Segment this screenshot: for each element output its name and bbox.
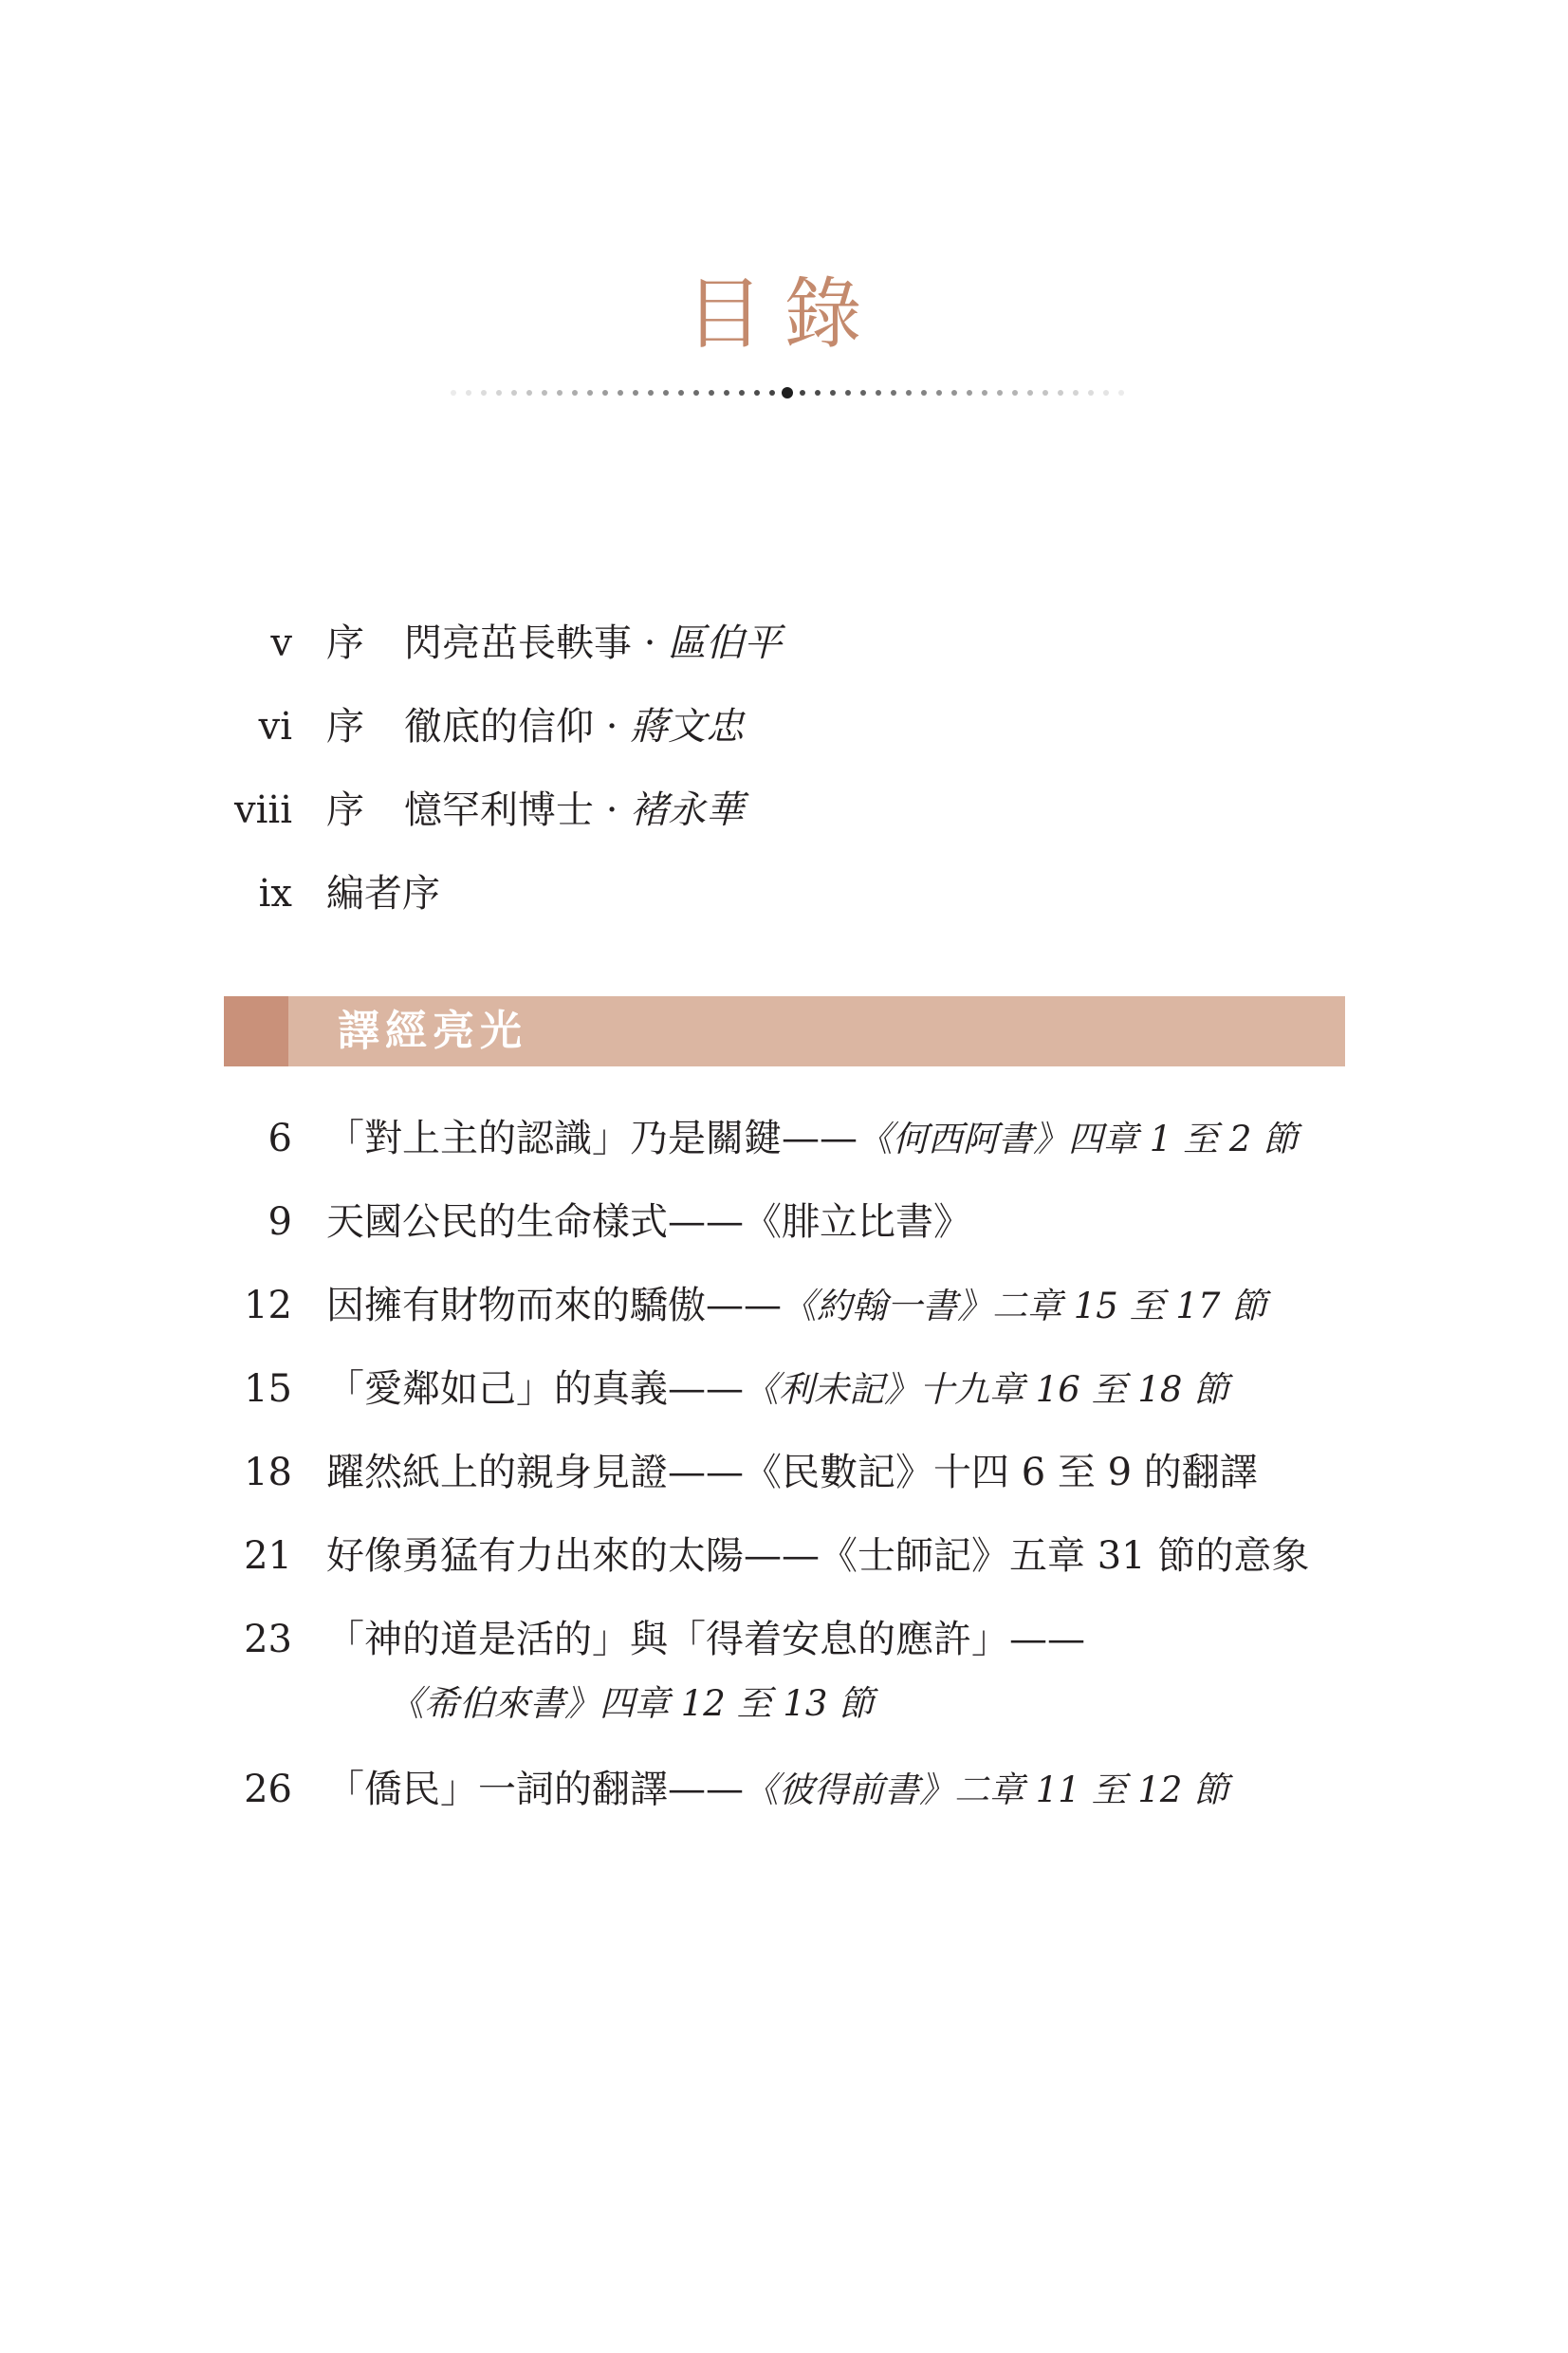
divider-dot [466,390,471,396]
entry-author: 蔣文忠 [630,705,745,749]
entry-title: 因擁有財物而來的驕傲—— [326,1284,782,1327]
entry-author: 褚永華 [630,788,745,832]
divider-dot [815,390,821,396]
divider-dot [1118,390,1124,396]
divider-dot [526,390,532,396]
page-number: 26 [244,1768,292,1811]
divider-dot [1012,390,1018,396]
divider-dot [967,390,972,396]
divider-dot [876,390,881,396]
divider-dot [602,390,608,396]
page-number: 6 [267,1117,292,1160]
page-number: 18 [244,1451,292,1494]
divider-dot [451,390,456,396]
divider-dot [557,390,563,396]
entry-label: 序 [326,705,364,749]
divider-dot [936,390,942,396]
divider-dot [800,390,805,396]
toc-entry-preface-2[interactable] [0,698,1568,755]
page-title: 目錄 [685,269,883,360]
page-number: viii [234,788,292,832]
divider-center-dot [782,387,793,398]
entry-title: 躍然紙上的親身見證——《民數記》十四 6 至 9 的翻譯 [326,1451,1258,1494]
divider-dot [891,390,896,396]
divider-dot [633,390,638,396]
divider-dot [997,390,1003,396]
section-header [224,996,1345,1066]
divider-dot [982,390,987,396]
toc-entry[interactable] [0,1761,1568,1818]
divider-dot [481,390,487,396]
separator: · [605,705,618,749]
divider-dot [587,390,593,396]
page-number: ix [258,872,292,916]
entry-label: 序 [326,788,364,832]
divider-dot [906,390,912,396]
entry-title: 憶罕利博士 [404,788,594,832]
entry-title: 編者序 [326,872,440,916]
entry-label: 序 [326,621,364,665]
page-number: v [270,621,292,665]
entry-title: 「神的道是活的」與「得着安息的應許」—— [326,1618,1085,1661]
divider-dot [845,390,851,396]
divider-dot [648,390,654,396]
divider-dot [860,390,866,396]
divider-dot [951,390,957,396]
divider-dot [1073,390,1079,396]
entry-title: 「對上主的認識」乃是關鍵—— [326,1117,858,1160]
divider-dot [1027,390,1033,396]
divider-dot [921,390,927,396]
section-accent-block [224,996,288,1066]
divider-dot [1103,390,1109,396]
divider-dot [739,390,745,396]
divider-dot [1058,390,1063,396]
dotted-divider [446,383,1129,402]
page-number: 23 [244,1618,292,1661]
page-number: 21 [244,1534,292,1578]
divider-dot [572,390,578,396]
entry-reference: 《約翰一書》二章 15 至 17 節 [782,1286,1267,1326]
toc-entry-preface-4[interactable] [0,865,1568,922]
page-number: 15 [244,1367,292,1411]
divider-dot [511,390,517,396]
toc-entry[interactable] [0,1194,1568,1251]
separator: · [605,788,618,832]
divider-dot [663,390,669,396]
entry-title: 「愛鄰如己」的真義—— [326,1367,744,1411]
toc-entry[interactable] [0,1528,1568,1584]
section-title: 譯經亮光 [338,1007,527,1055]
divider-dot [496,390,502,396]
toc-entry[interactable] [0,1361,1568,1417]
entry-title: 好像勇猛有力出來的太陽——《士師記》五章 31 節的意象 [326,1534,1310,1578]
entry-reference: 《希伯來書》四章 12 至 13 節 [389,1683,875,1724]
page-number: 12 [244,1284,292,1327]
toc-entry[interactable] [0,1110,1568,1167]
divider-dot [709,390,714,396]
page-number: vi [258,705,292,749]
separator: · [643,621,656,665]
divider-dot [769,390,775,396]
entry-title: 徹底的信仰 [404,705,594,749]
entry-reference: 《何西阿書》四章 1 至 2 節 [858,1119,1299,1159]
toc-entry-preface-3[interactable] [0,782,1568,839]
page-number: 9 [267,1200,292,1244]
divider-dot [1042,390,1048,396]
divider-dot [724,390,729,396]
entry-author: 區伯平 [668,621,783,665]
divider-dot [678,390,684,396]
divider-dot [830,390,836,396]
entry-title: 閃亮茁長軼事 [404,621,632,665]
entry-title: 「僑民」一詞的翻譯—— [326,1768,744,1811]
toc-entry[interactable] [0,1277,1568,1334]
divider-dot [618,390,623,396]
toc-entry[interactable] [0,1444,1568,1501]
toc-entry[interactable] [0,1611,1568,1744]
entry-title: 天國公民的生命樣式——《腓立比書》 [326,1200,971,1244]
divider-dot [693,390,699,396]
divider-dot [542,390,547,396]
entry-reference: 《利未記》十九章 16 至 18 節 [744,1369,1229,1410]
toc-entry-preface-1[interactable] [0,615,1568,672]
divider-dot [754,390,760,396]
entry-reference: 《彼得前書》二章 11 至 12 節 [744,1769,1229,1810]
divider-dot [1088,390,1094,396]
